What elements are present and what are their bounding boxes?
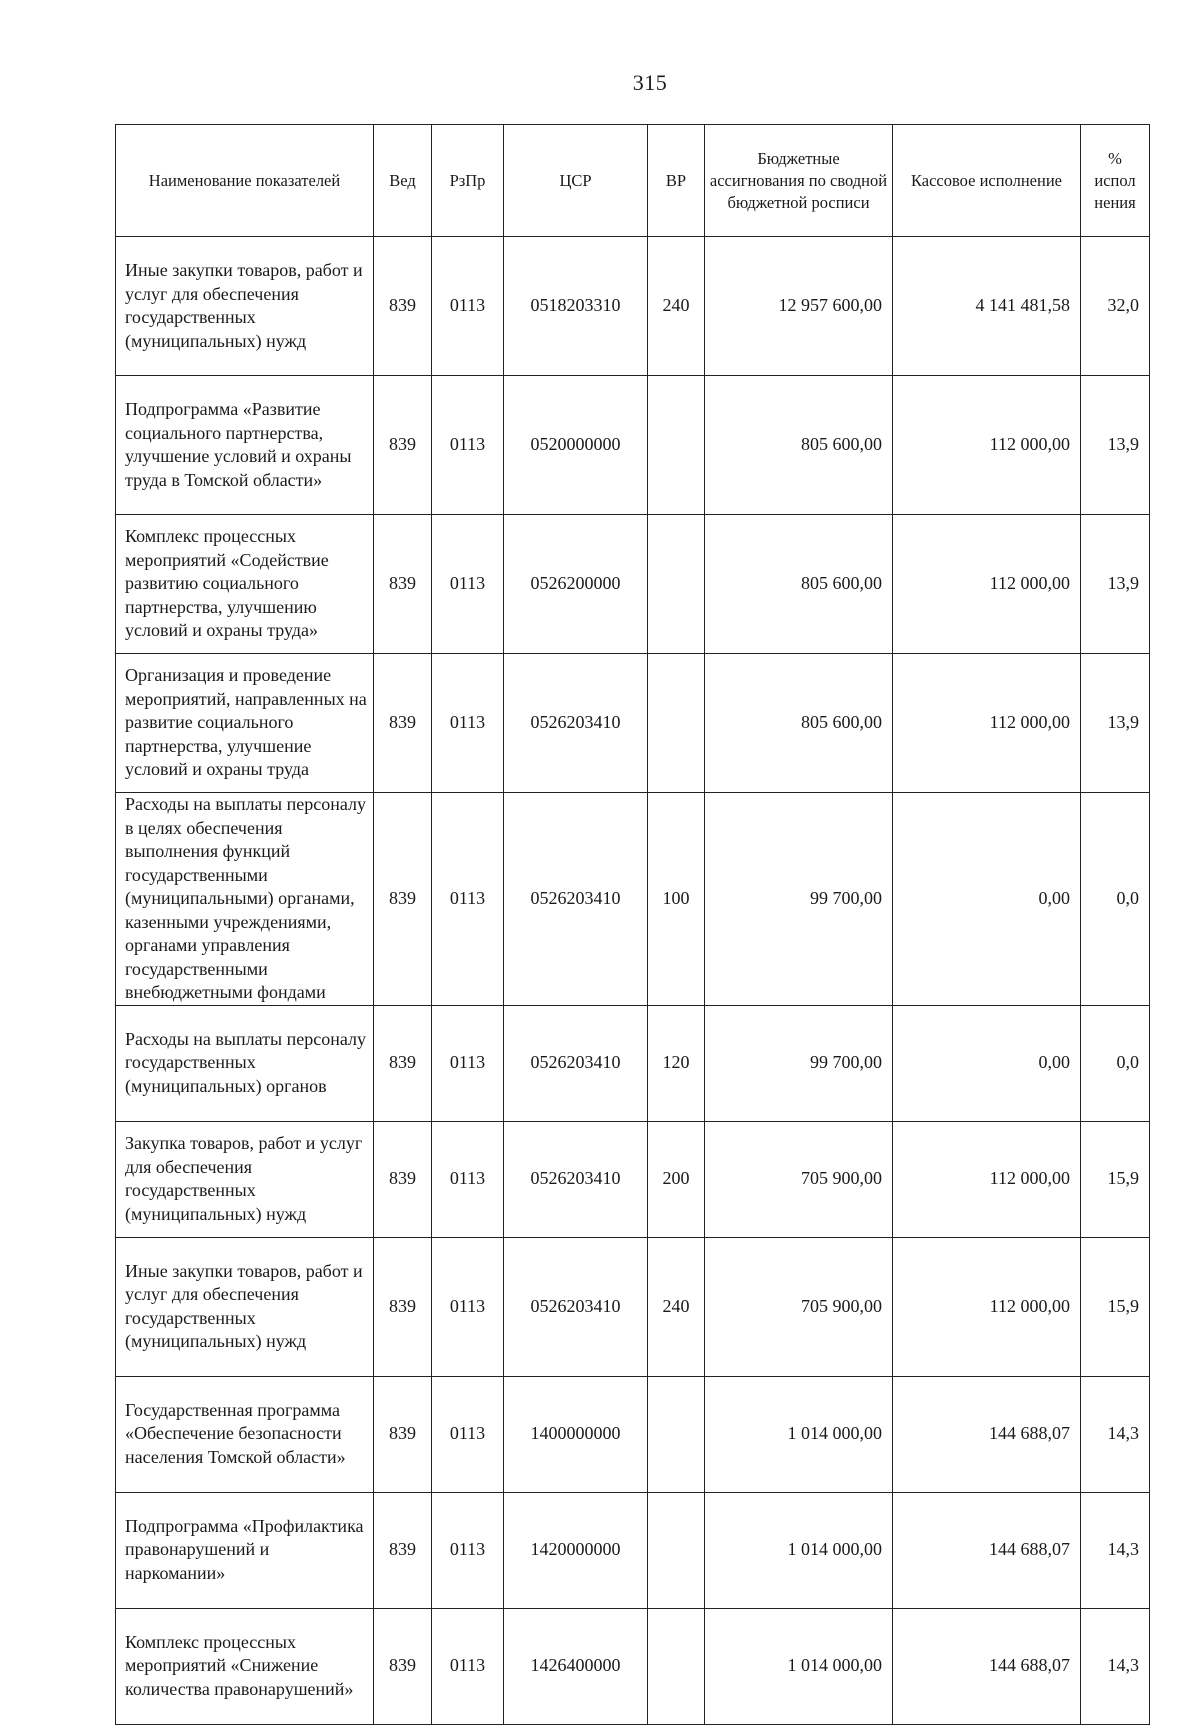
row-cash: 0,00 <box>893 793 1081 1006</box>
row-name: Государственная программа «Обеспечение безопасности населения Томской области» <box>116 1376 374 1492</box>
row-budget: 99 700,00 <box>705 793 893 1006</box>
row-cash: 112 000,00 <box>893 654 1081 793</box>
row-name: Расходы на выплаты персоналу в целях обеспечения выполнения функций государственными (муниципальными) органами, казенными учреждениями, органами управления государственными внебюджетными фондами <box>116 793 374 1006</box>
row-name: Подпрограмма «Развитие социального партнерства, улучшение условий и охраны труда в Томской области» <box>116 376 374 515</box>
header-percent-line3: нения <box>1094 192 1136 212</box>
row-cash: 4 141 481,58 <box>893 237 1081 376</box>
row-rzpr: 0113 <box>432 1608 504 1724</box>
row-csr: 0526200000 <box>504 515 648 654</box>
table-row <box>116 1005 1150 1121</box>
row-csr: 0518203310 <box>504 237 648 376</box>
row-vr <box>648 515 705 654</box>
row-name: Организация и проведение мероприятий, направленных на развитие социального партнерства, улучшение условий и охраны труда <box>116 654 374 793</box>
row-cash: 144 688,07 <box>893 1608 1081 1724</box>
row-vr: 240 <box>648 1237 705 1376</box>
row-budget: 12 957 600,00 <box>705 237 893 376</box>
row-vr <box>648 1608 705 1724</box>
row-ved: 839 <box>374 1237 432 1376</box>
row-csr: 0526203410 <box>504 1005 648 1121</box>
row-ved: 839 <box>374 1121 432 1237</box>
table-row <box>116 1121 1150 1237</box>
row-rzpr: 0113 <box>432 376 504 515</box>
row-budget: 805 600,00 <box>705 654 893 793</box>
header-name: Наименование показателей <box>116 125 374 237</box>
row-csr: 0526203410 <box>504 1121 648 1237</box>
row-cash: 112 000,00 <box>893 376 1081 515</box>
table-row <box>116 1376 1150 1492</box>
row-rzpr: 0113 <box>432 793 504 1006</box>
row-name: Иные закупки товаров, работ и услуг для обеспечения государственных (муниципальных) нужд <box>116 237 374 376</box>
row-budget: 1 014 000,00 <box>705 1492 893 1608</box>
row-budget: 705 900,00 <box>705 1237 893 1376</box>
row-cash: 112 000,00 <box>893 1121 1081 1237</box>
row-cash: 112 000,00 <box>893 1237 1081 1376</box>
row-vr <box>648 1492 705 1608</box>
row-csr: 0526203410 <box>504 1237 648 1376</box>
budget-execution-table <box>115 124 1150 1725</box>
row-percent: 32,0 <box>1081 237 1150 376</box>
page-number: 315 <box>632 70 668 95</box>
row-name: Иные закупки товаров, работ и услуг для обеспечения государственных (муниципальных) нужд <box>116 1237 374 1376</box>
row-name: Комплекс процессных мероприятий «Содействие развитию социального партнерства, улучшению условий и охраны труда» <box>116 515 374 654</box>
row-csr: 0526203410 <box>504 654 648 793</box>
row-ved: 839 <box>374 376 432 515</box>
row-vr: 100 <box>648 793 705 1006</box>
row-percent: 14,3 <box>1081 1492 1150 1608</box>
table-row <box>116 515 1150 654</box>
header-percent <box>1081 125 1150 237</box>
table-row <box>116 1492 1150 1608</box>
row-name: Комплекс процессных мероприятий «Снижение количества правонарушений» <box>116 1608 374 1724</box>
row-ved: 839 <box>374 237 432 376</box>
table-row <box>116 1608 1150 1724</box>
row-rzpr: 0113 <box>432 237 504 376</box>
header-budget: Бюджетные ассигнования по сводной бюджетной росписи <box>705 125 893 237</box>
row-budget: 1 014 000,00 <box>705 1608 893 1724</box>
row-budget: 705 900,00 <box>705 1121 893 1237</box>
row-rzpr: 0113 <box>432 1492 504 1608</box>
row-rzpr: 0113 <box>432 654 504 793</box>
row-percent: 13,9 <box>1081 515 1150 654</box>
row-name: Расходы на выплаты персоналу государственных (муниципальных) органов <box>116 1005 374 1121</box>
table-row <box>116 376 1150 515</box>
table-row <box>116 237 1150 376</box>
row-vr: 240 <box>648 237 705 376</box>
row-cash: 112 000,00 <box>893 515 1081 654</box>
row-cash: 0,00 <box>893 1005 1081 1121</box>
row-percent: 0,0 <box>1081 1005 1150 1121</box>
row-ved: 839 <box>374 793 432 1006</box>
header-csr: ЦСР <box>504 125 648 237</box>
row-budget: 1 014 000,00 <box>705 1376 893 1492</box>
row-rzpr: 0113 <box>432 1376 504 1492</box>
row-percent: 15,9 <box>1081 1121 1150 1237</box>
row-percent: 13,9 <box>1081 654 1150 793</box>
row-percent: 14,3 <box>1081 1608 1150 1724</box>
table-row <box>116 793 1150 1006</box>
row-name: Подпрограмма «Профилактика правонарушений и наркомании» <box>116 1492 374 1608</box>
row-vr <box>648 376 705 515</box>
row-csr: 0520000000 <box>504 376 648 515</box>
header-percent-line1: % <box>1108 148 1122 168</box>
row-vr: 200 <box>648 1121 705 1237</box>
row-rzpr: 0113 <box>432 1237 504 1376</box>
row-rzpr: 0113 <box>432 515 504 654</box>
row-ved: 839 <box>374 1005 432 1121</box>
header-rzpr: РзПр <box>432 125 504 237</box>
row-percent: 0,0 <box>1081 793 1150 1006</box>
row-cash: 144 688,07 <box>893 1492 1081 1608</box>
row-ved: 839 <box>374 515 432 654</box>
row-rzpr: 0113 <box>432 1121 504 1237</box>
table-row <box>116 654 1150 793</box>
row-name: Закупка товаров, работ и услуг для обеспечения государственных (муниципальных) нужд <box>116 1121 374 1237</box>
row-ved: 839 <box>374 1492 432 1608</box>
row-ved: 839 <box>374 654 432 793</box>
header-cash: Кассовое исполнение <box>893 125 1081 237</box>
row-vr <box>648 654 705 793</box>
table-row <box>116 1237 1150 1376</box>
row-rzpr: 0113 <box>432 1005 504 1121</box>
header-percent-line2: испол <box>1094 170 1136 190</box>
header-ved: Вед <box>374 125 432 237</box>
row-ved: 839 <box>374 1376 432 1492</box>
row-csr: 1400000000 <box>504 1376 648 1492</box>
row-budget: 805 600,00 <box>705 376 893 515</box>
header-vr: ВР <box>648 125 705 237</box>
row-csr: 1420000000 <box>504 1492 648 1608</box>
row-ved: 839 <box>374 1608 432 1724</box>
row-vr <box>648 1376 705 1492</box>
row-budget: 805 600,00 <box>705 515 893 654</box>
row-cash: 144 688,07 <box>893 1376 1081 1492</box>
row-csr: 0526203410 <box>504 793 648 1006</box>
row-csr: 1426400000 <box>504 1608 648 1724</box>
table-header-row <box>116 125 1150 237</box>
row-percent: 14,3 <box>1081 1376 1150 1492</box>
row-vr: 120 <box>648 1005 705 1121</box>
row-percent: 15,9 <box>1081 1237 1150 1376</box>
row-budget: 99 700,00 <box>705 1005 893 1121</box>
row-percent: 13,9 <box>1081 376 1150 515</box>
